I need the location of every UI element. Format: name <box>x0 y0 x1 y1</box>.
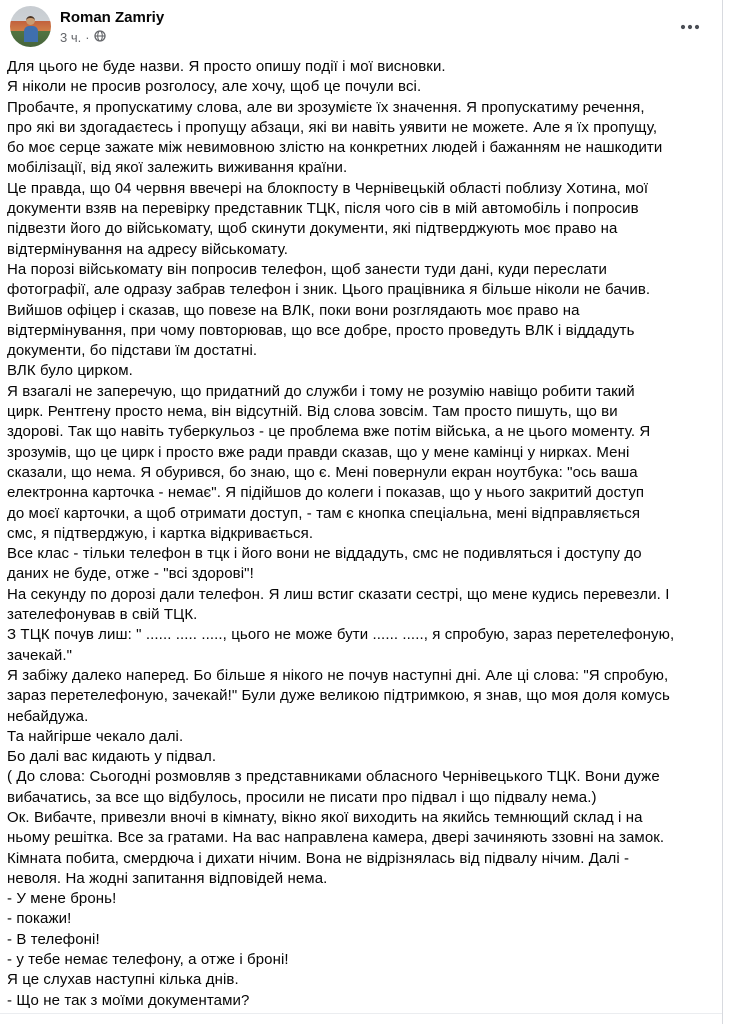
post-text-line: підвезти його до військомату, щоб скинути документи, які підтверджують моє право на <box>7 220 618 238</box>
post-text-line: - Що не так з моїми документами? <box>7 991 250 1009</box>
post-text-line: Я забіжу далеко наперед. Бо більше я нікого не почув наступні дні. Але ці слова: "Я спробую, <box>7 666 669 684</box>
post-text-line: смс, я підтверджую, і картка відкривається. <box>7 524 314 542</box>
post-text-line: документи, бо підстави їм достатні. <box>7 342 258 360</box>
avatar[interactable] <box>10 6 51 47</box>
post-text-line: відтермінування, при чому повторював, що все добре, просто проведуть ВЛК і віддадуть <box>7 321 635 339</box>
post-text-line: Це правда, що 04 червня ввечері на блокпосту в Чернівецькій області поблизу Хотина, мої <box>7 179 649 197</box>
post-text-line: На секунду по дорозі дали телефон. Я лиш встиг сказати сестрі, що мене кудись перевезли. І <box>7 585 670 603</box>
post-text-line: Та найгірше чекало далі. <box>7 727 184 745</box>
post-text-line: зрозумів, що це цирк і просто вже ради правди сказав, що у мене камінці у нирках. Мені <box>7 443 630 461</box>
post-text-line: відтермінування на адресу військомату. <box>7 240 289 258</box>
post-text-line: ньому решітка. Все за гратами. На вас направлена камера, двері зачиняють ззовні на замок. <box>7 829 665 847</box>
post-text-line: - У мене бронь! <box>7 890 117 908</box>
post-text-line: неволя. На жодні запитання відповідей нема. <box>7 869 328 887</box>
post-text-line: бо моє серце зажате між невимовною злістю на конкретних людей і бажанням не нашкодити <box>7 139 663 157</box>
meta-separator: · <box>85 29 90 45</box>
post-header-text <box>60 8 164 46</box>
ellipsis-icon <box>680 17 700 35</box>
post-text-line: документи взяв на перевірку представник ТЦК, після чого сів в мій автомобіль і попросив <box>7 200 639 218</box>
post-text-line: Я це слухав наступні кілька днів. <box>7 971 239 989</box>
post-meta <box>60 29 164 46</box>
post-text-line: вибачатись, за все що відбулось, просили не писати про підвал і що підвалу нема.) <box>7 788 597 806</box>
post-text-line: Ок. Вибачте, привезли вночі в кімнату, вікно якої виходить на якийсь темнющий склад і на <box>7 808 643 826</box>
post-text-line: ( До слова: Сьогодні розмовляв з представниками обласного Чернівецького ТЦК. Вони дуже <box>7 768 660 786</box>
globe-icon <box>94 30 106 46</box>
post-text-line: Для цього не буде назви. Я просто опишу події і мої висновки. <box>7 58 446 75</box>
timestamp[interactable]: 3 ч. <box>60 29 82 45</box>
post-text-line: Я взагалі не заперечую, що придатний до служби і тому не розумію навіщо робити такий <box>7 382 635 400</box>
post-text <box>7 57 718 1011</box>
post-text-line: зачекай." <box>7 646 73 664</box>
post-text-line: Вийшов офіцер і сказав, що повезе на ВЛК, поки вони розглядають моє право на <box>7 301 580 319</box>
post-menu-button[interactable] <box>676 14 704 38</box>
post-text-line: до моєї карточки, а щоб отримати доступ, - там є кнопка спеціальна, мені відправляється <box>7 504 641 522</box>
post-text-line: сказали, що нема. Я обурився, бо знаю, що є. Мені повернули екран ноутбука: "ось ваша <box>7 463 638 481</box>
post-text-line: мобілізації, від якої залежить виживання країни. <box>7 159 348 177</box>
post-text-line: З ТЦК почув лиш: " ...... ..... ....., цього не може бути ...... ....., я спробую, зараз перетелефоную, <box>7 626 675 644</box>
post-text-line: Все клас - тільки телефон в тцк і його вони не віддадуть, смс не подивляться і доступу до <box>7 545 642 563</box>
post-text-line: Кімната побита, смердюча і дихати нічим. Вона не відрізнялась від підвалу нічим. Далі - <box>7 849 630 867</box>
post-text-line: зараз перетелефоную, зачекай!" Були дуже великою підтримкою, я знав, що моя доля комусь <box>7 687 670 705</box>
post-text-line: зателефонував в свій ТЦК. <box>7 606 198 624</box>
card-divider <box>0 1013 722 1014</box>
post-text-line: ВЛК було цирком. <box>7 362 133 380</box>
post-text-line: фотографії, але одразу забрав телефон і зник. Цього працівника я більше ніколи не бачив. <box>7 281 651 299</box>
avatar-person-body <box>24 26 38 42</box>
post-text-line: небайдужа. <box>7 707 89 725</box>
post-text-line: На порозі військомату він попросив телефон, щоб занести туди дані, куди переслати <box>7 260 607 278</box>
post-text-line: - В телефоні! <box>7 930 100 948</box>
post-text-line: даних не буде, отже - "всі здорові"! <box>7 565 254 583</box>
post-text-line: здорові. Так що навіть туберкульоз - це проблема вже потім війська, а не цього моменту. Я <box>7 423 651 441</box>
author-name[interactable]: Roman Zamriy <box>60 9 165 26</box>
post-text-line: електронна карточка - немає". Я підійшов до колеги і показав, що у нього закритий доступ <box>7 484 645 502</box>
post-text-line: - у тебе немає телефону, а отже і броні! <box>7 951 289 969</box>
post-text-line: про які ви здогадаєтесь і пропущу абзаци, які ви навіть уявити не можете. Але я їх пропущу, <box>7 118 658 136</box>
post-text-line: Бо далі вас кидають у підвал. <box>7 748 217 766</box>
post-text-line: Я ніколи не просив розголосу, але хочу, щоб це почули всі. <box>7 78 422 96</box>
avatar-person-head <box>26 16 35 25</box>
post-text-line: Пробачте, я пропускатиму слова, але ви зрозумієте їх значення. Я пропускатиму речення, <box>7 98 645 116</box>
post-text-line: цирк. Рентгену просто нема, він відсутній. Від слова зовсім. Там просто пишуть, що ви <box>7 403 618 421</box>
post-header <box>10 6 712 50</box>
post-text-line: - покажи! <box>7 910 72 928</box>
